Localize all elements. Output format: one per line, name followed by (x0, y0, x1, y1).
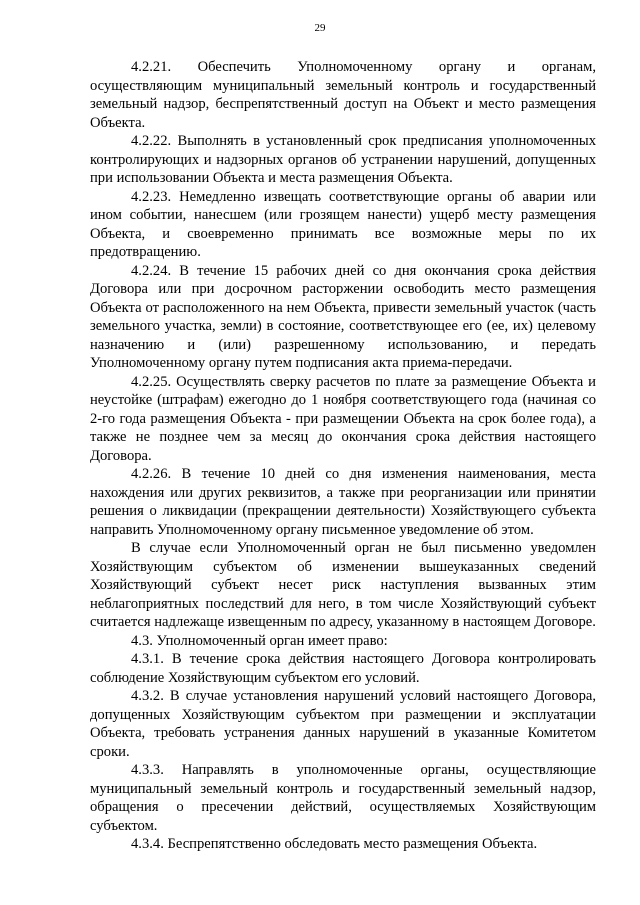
clause-4-2-25: 4.2.25. Осуществлять сверку расчетов по плате за размещение Объекта и неустойке (штрафам) ежегодно до 1 ноября соответствующего года (начиная со 2-го года размещения Объекта - при размещении Объекта на срок более года), а также не позднее чем за месяц до окончания срока действия настоящего Договора. (90, 373, 596, 464)
clause-4-2-21: 4.2.21. Обеспечить Уполномоченному органу и органам, осуществляющим муниципальный земельный контроль и государственный земельный надзор, беспрепятственный доступ на Объект и место размещения Объекта. (90, 59, 596, 131)
clause-4-3-3: 4.3.3. Направлять в уполномоченные органы, осуществляющие муниципальный земельный контроль и государственный земельный надзор, обращения о пресечении действий, осуществляемых Хозяйствующим субъектом. (90, 762, 596, 834)
clause-4-3-1: 4.3.1. В течение срока действия настоящего Договора контролировать соблюдение Хозяйствующим субъектом его условий. (90, 651, 596, 686)
clause-4-2-26: 4.2.26. В течение 10 дней со дня изменения наименования, места нахождения или других реквизитов, а также при реорганизации или принятии решения о ликвидации (прекращении деятельности) Хозяйствующего субъекта направить Уполномоченному органу письменное уведомление об этом. (90, 466, 596, 538)
clause-4-2-26-note: В случае если Уполномоченный орган не был письменно уведомлен Хозяйствующим субъектом об изменении вышеуказанных сведений Хозяйствующий субъект несет риск наступления вызванных этим неблагоприятных последствий для него, в том числе Хозяйствующий субъект считается надлежаще извещенным по адресу, указанному в настоящем Договоре. (90, 540, 596, 630)
clause-4-3-4: 4.3.4. Беспрепятственно обследовать место размещения Объекта. (131, 836, 538, 852)
document-body (90, 58, 596, 854)
clause-4-3-2: 4.3.2. В случае установления нарушений условий настоящего Договора, допущенных Хозяйствующим субъектом при размещении и эксплуатации Объекта, требовать устранения данных нарушений в указанные Комитетом сроки. (90, 688, 596, 760)
section-4-3-heading: 4.3. Уполномоченный орган имеет право: (131, 632, 388, 649)
page-number: 29 (314, 22, 326, 34)
clause-4-2-22: 4.2.22. Выполнять в установленный срок предписания уполномоченных контролирующих и надзорных органов об устранении нарушений, допущенных при использовании Объекта и места размещения Объекта. (90, 133, 596, 186)
clause-4-2-24: 4.2.24. В течение 15 рабочих дней со дня окончания срока действия Договора или при досрочном расторжении освободить место размещения Объекта от расположенного на нем Объекта, привести земельный участок (часть земельного участка, земли) в состояние, соответствующее его (ее, их) целевому назначению и (или) разрешенному использованию, и передать Уполномоченному органу путем подписания акта приема-передачи. (90, 262, 596, 371)
clause-4-2-23: 4.2.23. Немедленно извещать соответствующие органы об аварии или ином событии, нанесшем (или грозящем нанести) ущерб месту размещения Объекта, и своевременно принимать все возможные меры по их предотвращению. (90, 188, 596, 260)
